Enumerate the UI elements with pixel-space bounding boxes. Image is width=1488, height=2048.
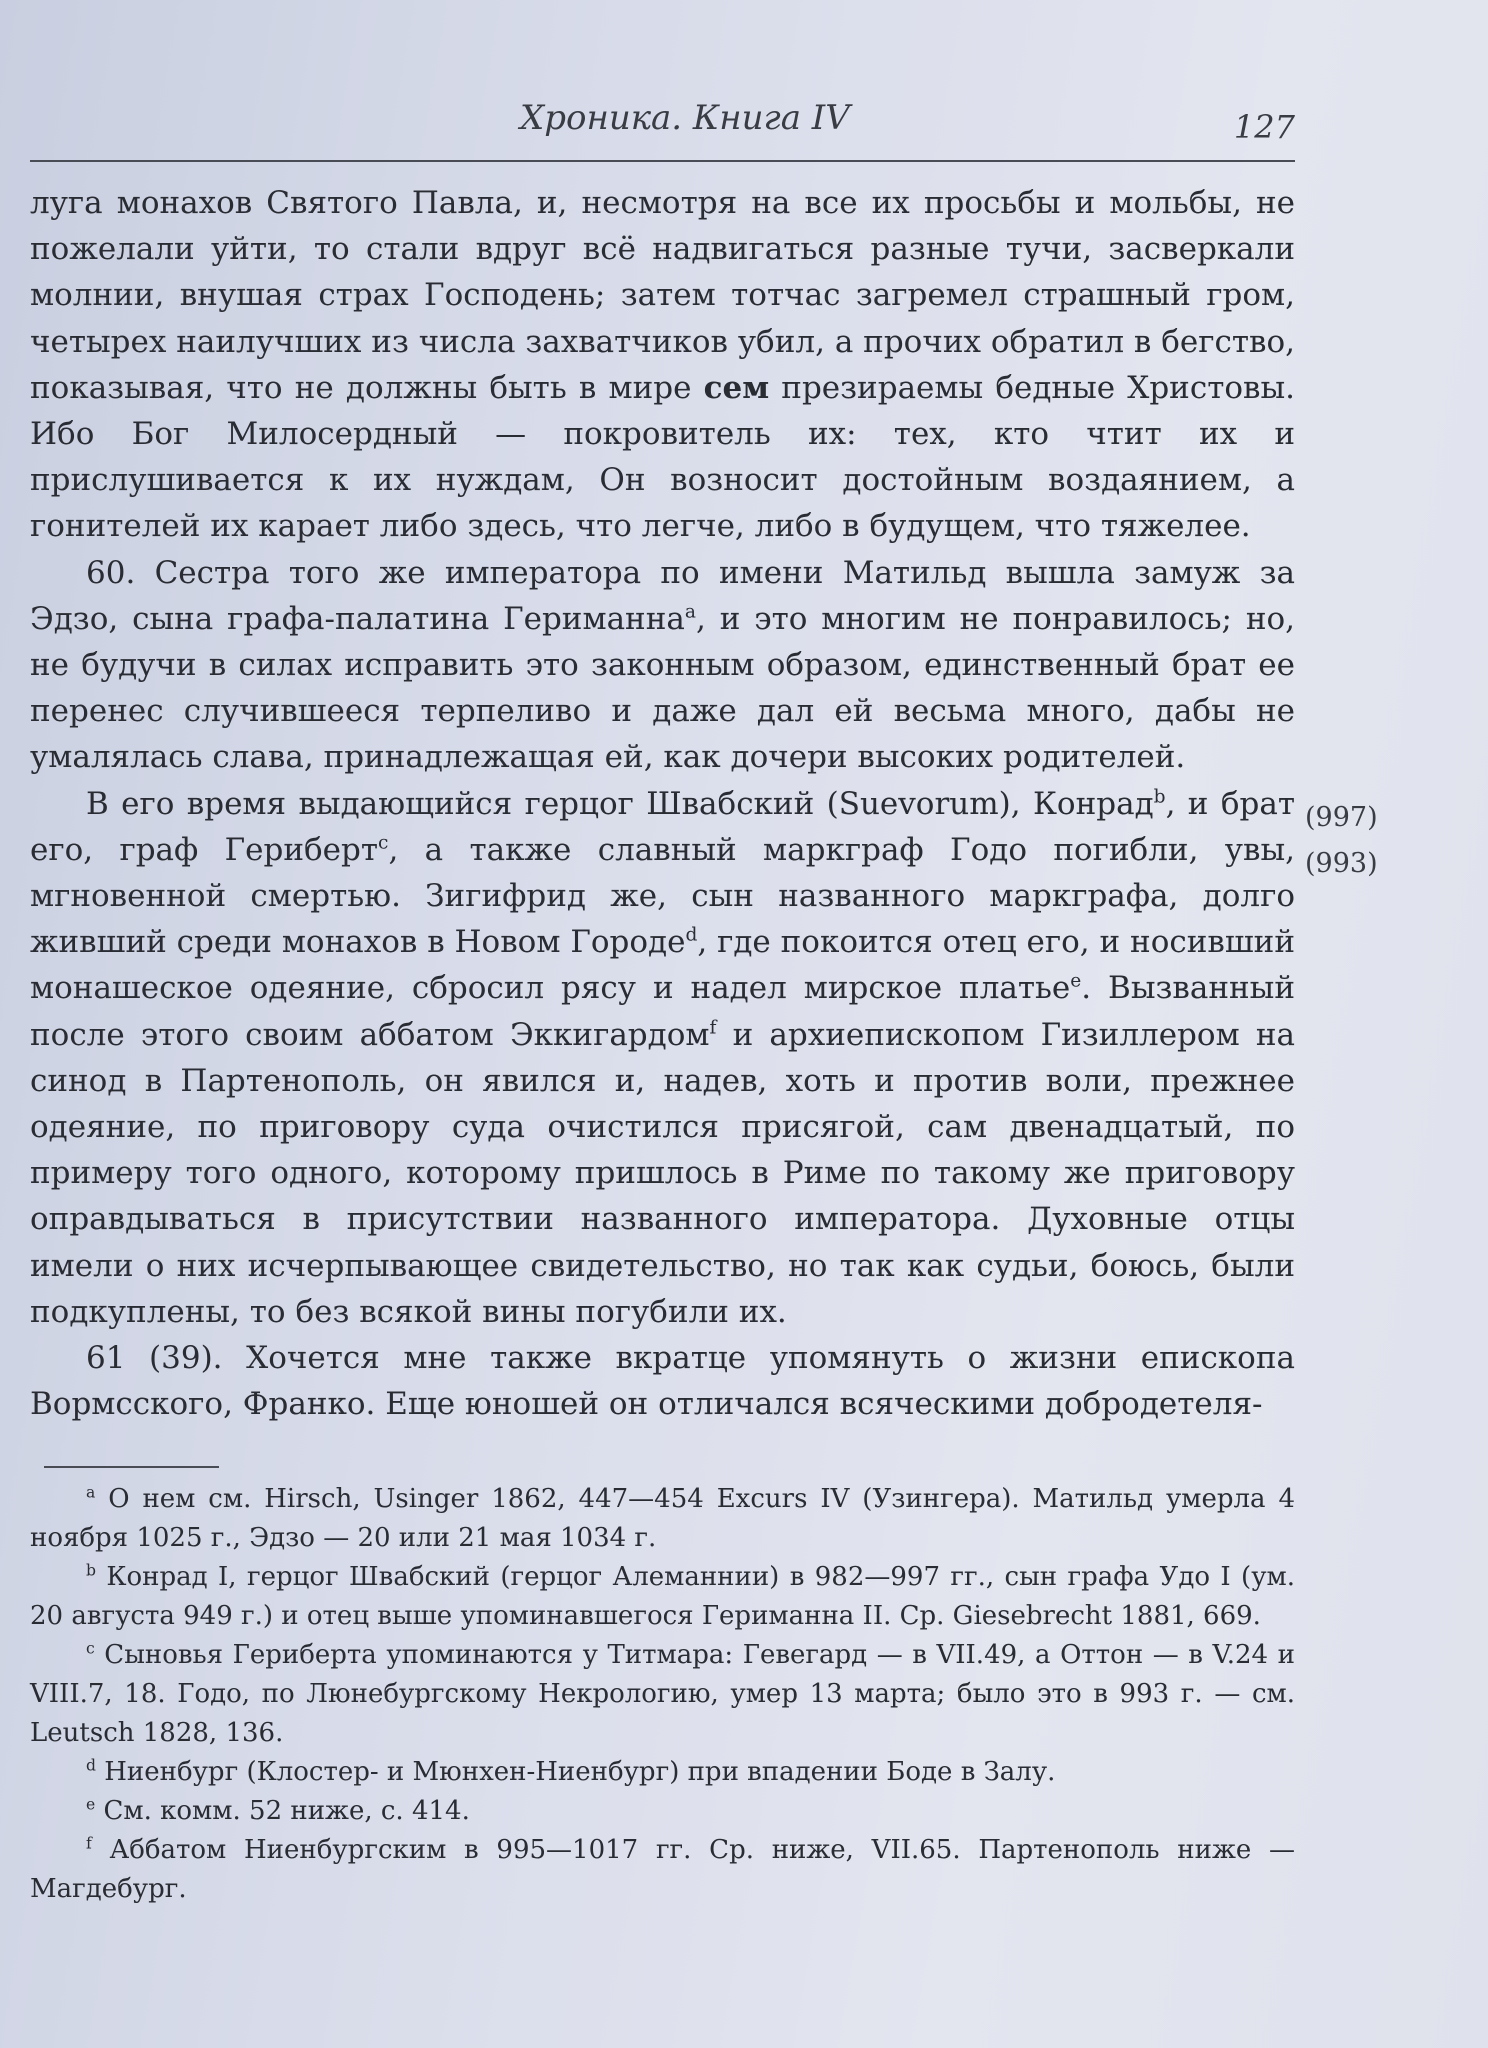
bold-word: сем <box>703 369 770 406</box>
footnote: $^d$ Ниенбург (Клостер- и Мюнхен-Ниенбург) при впадении Боде в Залу. <box>86 1756 1056 1787</box>
margin-note-993: (993) <box>1305 848 1378 879</box>
book-page <box>30 80 1378 2020</box>
paragraph-conrad: В его время выдающийся герцог Швабский (Suevorum), Конрад$^b$, и брат его, граф Гериберт$^c$, а также славный маркграф Годо погибли, увы, мгновенной смертью. Зигифрид же, сын названного маркграфа, долго живший среди монахов в Новом Городе$^d$, где покоится отец его, и носивший монашеское одеяние, сбросил рясу и надел мирское платье$^e$. Вызванный после этого своим аббатом Эккигардом$^f$ и архиепископом Гизиллером на синод в Партенополь, он явился и, надев, хоть и против воли, прежнее одеяние, по приговору суда очистился присягой, сам двенадцатый, по примеру того одного, которому пришлось в Риме по такому же приговору оправдываться в присутствии названного императора. Духовные отцы имели о них исчерпывающее свидетельство, но так как судьи, боюсь, были подкуплены, то без всякой вины погубили их. <box>30 785 1296 1330</box>
footnote: $^c$ Сыновья Гериберта упоминаются у Титмара: Гевегард — в VII.49, а Оттон — в V.24 и VIII.7, 18. Годо, по Люнебургскому Некрологию, умер 13 марта; было это в 993 г. — см. Leutsch 1828, 136. <box>30 1639 1295 1748</box>
footnote-ref-c: c <box>378 832 389 854</box>
running-head <box>30 98 1295 148</box>
footnote: $^e$ См. комм. 52 ниже, с. 414. <box>86 1795 470 1826</box>
footnote: $^f$ Аббатом Ниенбургским в 995—1017 гг. Ср. ниже, VII.65. Партенополь ниже — Магдебург. <box>30 1834 1295 1904</box>
footnote-ref-b: b <box>1153 786 1166 808</box>
header-rule <box>30 160 1295 162</box>
paragraph-1: луга монахов Святого Павла, и, несмотря на все их просьбы и мольбы, не пожелали уйти, то стали вдруг всё надвигаться разные тучи, засверкали молнии, внушая страх Господень; затем тотчас загремел страшный гром, четырех наилучших из числа захватчиков убил, а прочих обратил в бегство, показывая, что не должны быть в мире сем презираемы бедные Христовы. Ибо Бог Милосердный — покровитель их: тех, кто чтит их и прислушивается к их нуждам, Он возносит достойным воздаянием, а гонителей их карает либо здесь, что легче, либо в будущем, что тяжелее. <box>30 185 1295 545</box>
footnote-rule <box>44 1466 219 1468</box>
footnote-ref-f: f <box>709 1017 717 1039</box>
footnote-ref-a: a <box>684 601 696 623</box>
footnotes <box>30 1480 1295 1909</box>
paragraph-61: 61 (39). Хочется мне также вкратце упомянуть о жизни епископа Вормсского, Франко. Еще юношей он отличался всяческими добродетеля- <box>30 1340 1295 1423</box>
footnote-ref-d: d <box>685 924 698 946</box>
running-title: Хроника. Книга IV <box>520 98 850 138</box>
main-text <box>30 180 1295 1427</box>
footnote: $^a$ О нем см. Hirsch, Usinger 1862, 447—454 Excurs IV (Узингера). Матильд умерла 4 ноября 1025 г., Эдзо — 20 или 21 мая 1034 г. <box>30 1483 1295 1553</box>
page-number: 127 <box>1233 108 1295 146</box>
paragraph-60: 60. Сестра того же императора по имени Матильд вышла замуж за Эдзо, сына графа-палатина Гериманна$^a$, и это многим не понравилось; но, не будучи в силах исправить это законным образом, единственный брат ее перенес случившееся терпеливо и даже дал ей весьма много, дабы не умалялась слава, принадлежащая ей, как дочери высоких родителей. <box>30 554 1295 776</box>
footnote-ref-e: e <box>1070 971 1082 993</box>
margin-note-997: (997) <box>1305 802 1378 833</box>
footnote: $^b$ Конрад I, герцог Швабский (герцог Алеманнии) в 982—997 гг., сын графа Удо I (ум. 20 августа 949 г.) и отец выше упоминавшегося Гериманна II. Ср. Giesebrecht 1881, 669. <box>30 1561 1295 1631</box>
